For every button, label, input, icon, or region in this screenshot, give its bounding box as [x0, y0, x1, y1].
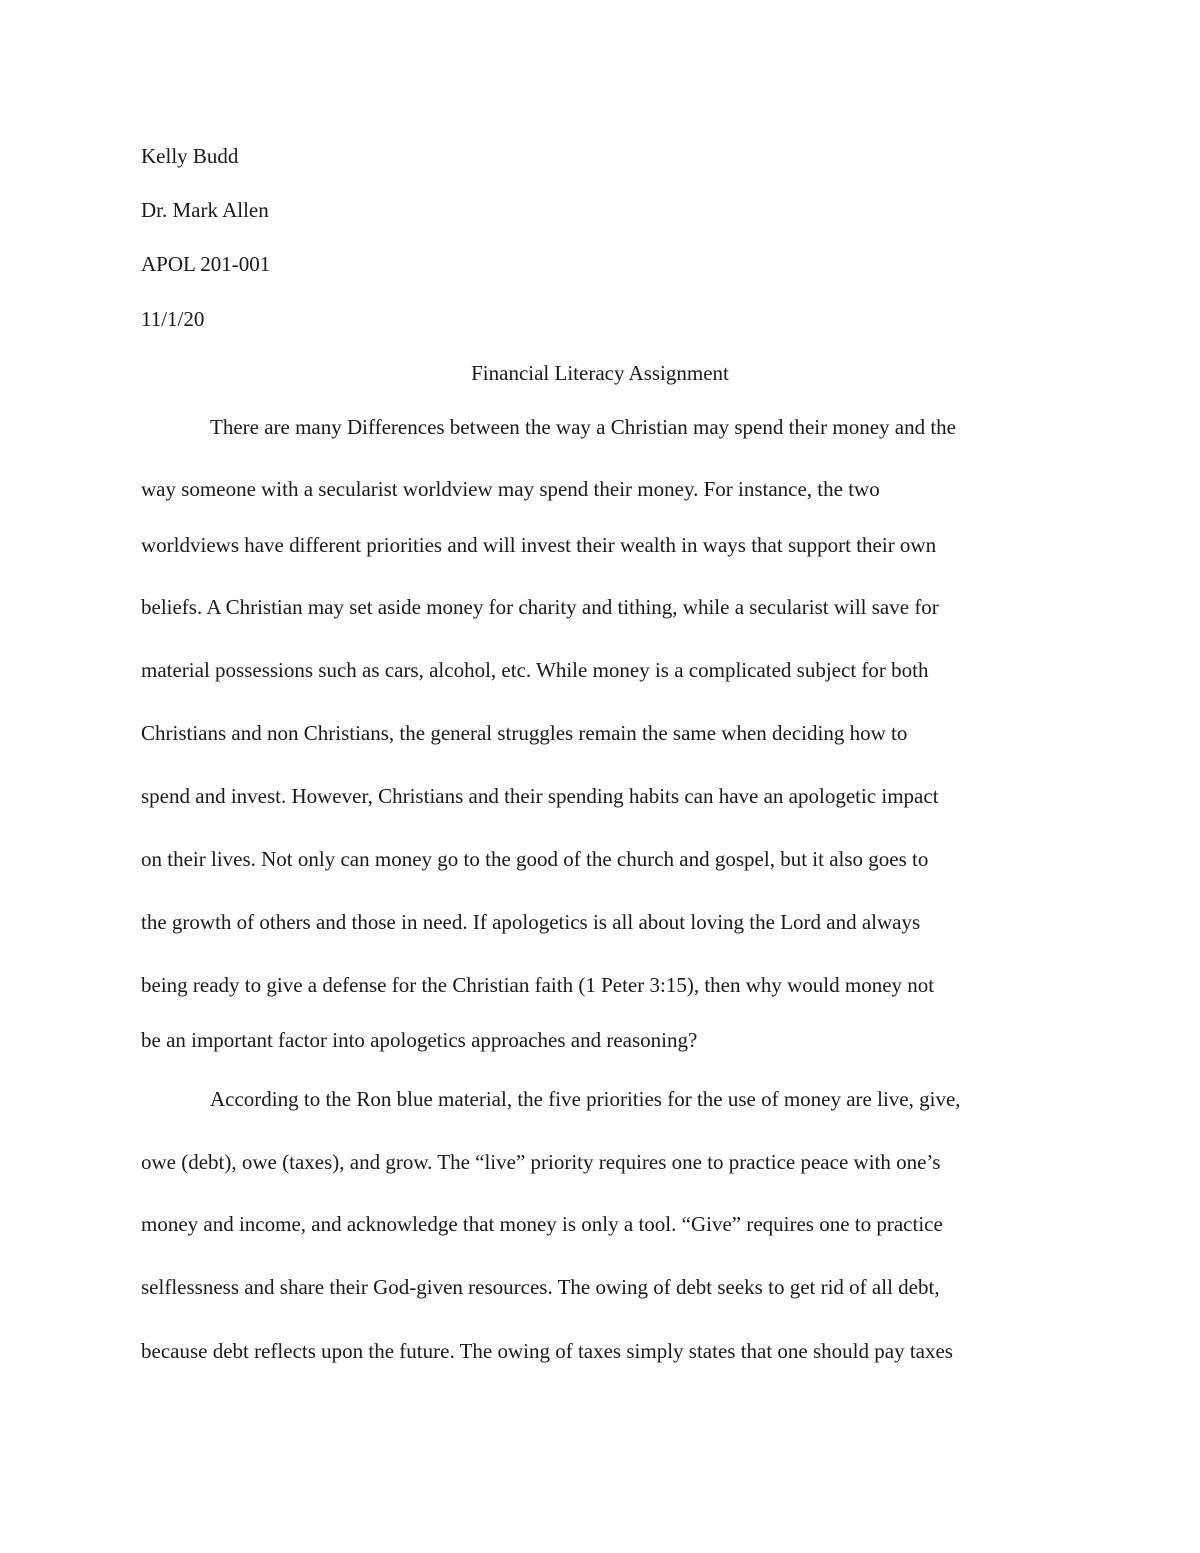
paragraph-line: money and income, and acknowledge that money is only a tool. “Give” requires one to practice	[141, 1212, 943, 1236]
instructor-name: Dr. Mark Allen	[141, 198, 269, 222]
paragraph-line: because debt reflects upon the future. The owing of taxes simply states that one should pay taxes	[141, 1339, 953, 1363]
assignment-date: 11/1/20	[141, 307, 205, 331]
course-code: APOL 201-001	[141, 252, 271, 276]
paragraph-line: beliefs. A Christian may set aside money for charity and tithing, while a secularist will save for	[141, 595, 939, 619]
paragraph-line: selflessness and share their God-given resources. The owing of debt seeks to get rid of all debt,	[141, 1275, 940, 1299]
document-title: Financial Literacy Assignment	[471, 361, 729, 385]
paragraph-line: owe (debt), owe (taxes), and grow. The “live” priority requires one to practice peace with one’s	[141, 1150, 941, 1174]
paragraph-line: way someone with a secularist worldview may spend their money. For instance, the two	[141, 477, 880, 501]
paragraph-line: be an important factor into apologetics approaches and reasoning?	[141, 1028, 698, 1052]
student-name: Kelly Budd	[141, 144, 239, 168]
paragraph-line: material possessions such as cars, alcohol, etc. While money is a complicated subject for both	[141, 658, 929, 682]
paragraph-line: worldviews have different priorities and will invest their wealth in ways that support their own	[141, 533, 937, 557]
paragraph-line: on their lives. Not only can money go to the good of the church and gospel, but it also goes to	[141, 847, 929, 871]
paragraph-line: being ready to give a defense for the Christian faith (1 Peter 3:15), then why would money not	[141, 973, 935, 997]
paragraph-line: Christians and non Christians, the general struggles remain the same when deciding how to	[141, 721, 908, 745]
paragraph-line: According to the Ron blue material, the five priorities for the use of money are live, give,	[210, 1087, 961, 1111]
paragraph-line: There are many Differences between the way a Christian may spend their money and the	[210, 415, 956, 439]
paragraph-line: the growth of others and those in need. If apologetics is all about loving the Lord and always	[141, 910, 921, 934]
paragraph-line: spend and invest. However, Christians and their spending habits can have an apologetic impact	[141, 784, 939, 808]
